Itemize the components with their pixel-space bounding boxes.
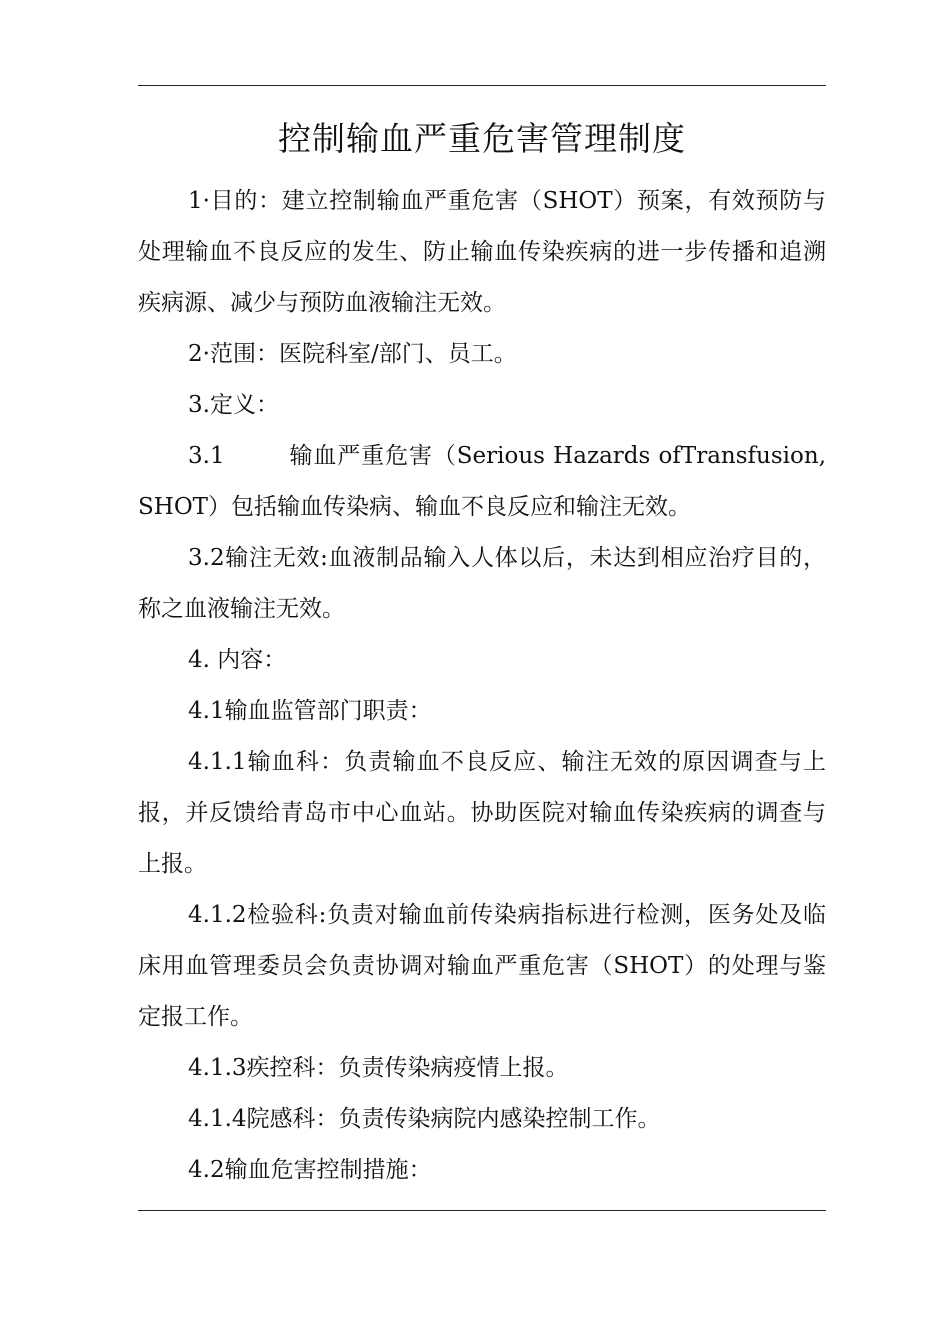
- document-title: 控制输血严重危害管理制度: [278, 119, 686, 158]
- paragraph-definition-ineffective: 3.2输注无效:血液制品输入人体以后，未达到相应治疗目的，称之血液输注无效。: [138, 545, 826, 622]
- paragraph-control-measures-heading: 4.2输血危害控制措施：: [188, 1157, 432, 1183]
- paragraph-scope: 2·范围：医院科室/部门、员工。: [188, 341, 517, 367]
- header-rule: [138, 85, 826, 86]
- footer-rule: [138, 1210, 826, 1211]
- document-body: [138, 176, 826, 1196]
- paragraph-content-heading: 4. 内容：: [188, 647, 287, 673]
- paragraph-definition-heading: 3.定义：: [188, 392, 279, 418]
- paragraph-blood-transfusion-dept: 4.1.1输血科：负责输血不良反应、输注无效的原因调查与上报，并反馈给青岛市中心血站。协助医院对输血传染疾病的调查与上报。: [138, 749, 826, 877]
- paragraph-responsibilities-heading: 4.1输血监管部门职责：: [188, 698, 432, 724]
- paragraph-purpose: 1·目的：建立控制输血严重危害（SHOT）预案，有效预防与处理输血不良反应的发生、防止输血传染疾病的进一步传播和追溯疾病源、减少与预防血液输注无效。: [138, 188, 826, 316]
- definition-shot-text: 输血严重危害（Serious Hazards ofTransfusion, SHOT）包括输血传染病、输血不良反应和输注无效。: [138, 443, 826, 520]
- paragraph-disease-control-dept: 4.1.3疾控科：负责传染病疫情上报。: [188, 1055, 569, 1081]
- section-number-3-1: 3.1: [188, 443, 225, 469]
- paragraph-infection-control-dept: 4.1.4院感科：负责传染病院内感染控制工作。: [188, 1106, 661, 1132]
- paragraph-definition-shot: [138, 431, 826, 533]
- paragraph-laboratory-dept: 4.1.2检验科:负责对输血前传染病指标进行检测，医务处及临床用血管理委员会负责协调对输血严重危害（SHOT）的处理与鉴定报工作。: [138, 902, 826, 1030]
